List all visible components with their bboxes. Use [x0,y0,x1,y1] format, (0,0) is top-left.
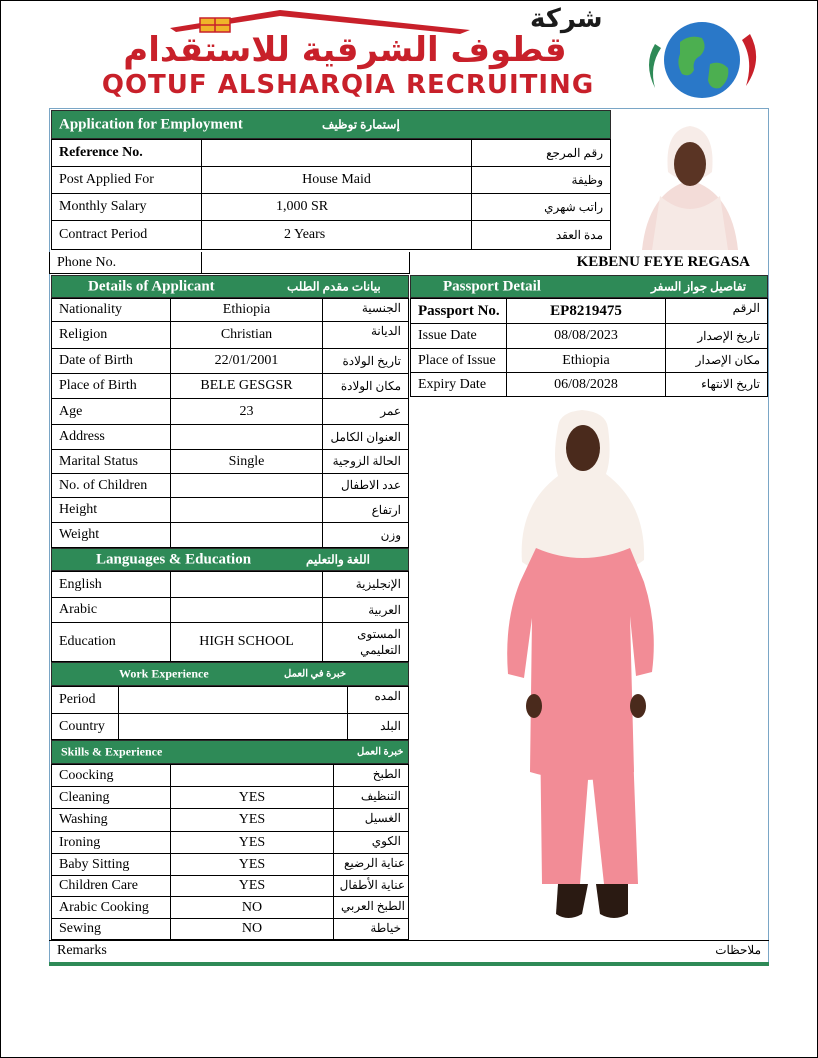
work-header [51,662,409,686]
phone-label: Phone No. [49,252,202,274]
skill-sewing-label: Sewing [51,918,171,940]
children-label-ar: عدد الاطفال [322,473,409,498]
skills-header-ar: خبرة العمل [357,746,404,758]
dob-label: Date of Birth [51,348,171,374]
skill-cleaning-label: Cleaning [51,786,171,809]
contract-value: 2 Years [201,220,472,250]
skill-arabic-cooking-label-ar: الطبخ العربي [333,896,409,919]
skill-children-care-label-ar: عناية الأطفال [333,875,409,897]
applicant-full-body-photo [410,398,768,938]
skills-header [51,740,409,764]
english-value [170,571,323,598]
salary-label: Monthly Salary [51,193,202,221]
phone-value [201,252,410,274]
remarks-label-ar: ملاحظات [715,943,761,957]
remarks-label: Remarks [57,943,107,958]
skill-ironing-value: YES [170,831,334,854]
skill-cooking-label: Coocking [51,764,171,787]
skill-ironing-label-ar: الكوي [333,831,409,854]
reference-label: Reference No. [51,139,202,167]
religion-label: Religion [51,321,171,349]
post-value: House Maid [201,166,472,194]
address-value [170,424,323,450]
religion-label-ar: الديانة [322,321,409,349]
remarks-bottom-bar [49,962,769,966]
religion-value: Christian [170,321,323,349]
reference-label-ar: رقم المرجع [471,139,611,167]
period-value [118,686,348,714]
arabic-label: Arabic [51,597,171,623]
skill-children-care-value: YES [170,875,334,897]
period-label: Period [51,686,119,714]
height-value [170,497,323,523]
form-title-ar: إستمارة توظيف [322,117,400,131]
weight-value [170,522,323,548]
skill-ironing-label: Ironing [51,831,171,854]
period-label-ar: المده [347,686,409,714]
remarks-row [49,940,769,962]
company-arabic-name: قطوف الشرقية للاستقدام [123,30,567,70]
form-title-bar [51,110,611,139]
expiry-date-value: 06/08/2028 [506,372,666,397]
issue-date-label: Issue Date [410,323,507,349]
arabic-value [170,597,323,623]
passport-no-label-ar: الرقم [665,298,768,324]
skill-sewing-label-ar: خياطة [333,918,409,940]
skill-washing-label: Washing [51,808,171,832]
place-of-issue-value: Ethiopia [506,348,666,373]
nationality-label: Nationality [51,298,171,322]
skill-washing-label-ar: الغسيل [333,808,409,832]
age-value: 23 [170,398,323,425]
post-label-ar: وظيفة [471,166,611,194]
issue-date-value: 08/08/2023 [506,323,666,349]
marital-value: Single [170,449,323,474]
dob-value: 22/01/2001 [170,348,323,374]
salary-value: 1,000 SR [201,193,472,221]
pob-label-ar: مكان الولادة [322,373,409,399]
education-label: Education [51,622,171,662]
skill-baby-sitting-label: Baby Sitting [51,853,171,876]
company-header [50,4,768,106]
reference-value [201,139,472,167]
place-of-issue-label: Place of Issue [410,348,507,373]
country-label: Country [51,713,119,740]
education-label-ar [322,622,409,662]
english-label: English [51,571,171,598]
applicant-name: KEBENU FEYE REGASA [576,254,750,270]
salary-label-ar: راتب شهري [471,193,611,221]
weight-label: Weight [51,522,171,548]
work-header-en: Work Experience [119,666,209,681]
issue-date-label-ar: تاريخ الإصدار [665,323,768,349]
country-value [118,713,348,740]
applicant-full-body-photo-icon [410,398,768,938]
weight-label-ar: وزن [322,522,409,548]
skill-cleaning-label-ar: التنظيف [333,786,409,809]
skill-baby-sitting-value: YES [170,853,334,876]
arabic-label-ar: العربية [322,597,409,623]
expiry-date-label-ar: تاريخ الانتهاء [665,372,768,397]
height-label: Height [51,497,171,523]
passport-no-value: EP8219475 [506,298,666,324]
skill-cooking-value [170,764,334,787]
age-label-ar: عمر [322,398,409,425]
age-label: Age [51,398,171,425]
english-label-ar: الإنجليزية [322,571,409,598]
skill-sewing-value: NO [170,918,334,940]
languages-header-en: Languages & Education [96,551,252,567]
dob-label-ar: تاريخ الولادة [322,348,409,374]
skill-cooking-label-ar: الطبخ [333,764,409,787]
skill-children-care-label: Children Care [51,875,171,897]
skill-arabic-cooking-label: Arabic Cooking [51,896,171,919]
marital-label: Marital Status [51,449,171,474]
country-label-ar: البلد [347,713,409,740]
skill-washing-value: YES [170,808,334,832]
details-header [51,275,409,298]
education-label-ar-line2: التعليمي [360,643,401,657]
children-label: No. of Children [51,473,171,498]
address-label-ar: العنوان الكامل [322,424,409,450]
passport-header-en: Passport Detail [443,278,541,294]
company-arabic-word: شركة [530,4,603,34]
height-label-ar: ارتفاع [322,497,409,523]
details-header-ar: بيانات مقدم الطلب [287,279,381,293]
nationality-value: Ethiopia [170,298,323,322]
passport-header-ar: تفاصيل جواز السفر [651,279,747,293]
education-value: HIGH SCHOOL [170,622,323,662]
company-english-name: QOTUF ALSHARQIA RECRUITING [101,70,595,100]
languages-header [51,548,409,571]
details-header-en: Details of Applicant [88,278,215,294]
globe-logo-icon [649,22,756,98]
applicant-photo [614,112,766,250]
contract-label: Contract Period [51,220,202,250]
passport-header [410,275,768,298]
children-value [170,473,323,498]
expiry-date-label: Expiry Date [410,372,507,397]
marital-label-ar: الحالة الزوجية [322,449,409,474]
place-of-issue-label-ar: مكان الإصدار [665,348,768,373]
post-label: Post Applied For [51,166,202,194]
passport-no-label: Passport No. [410,298,507,324]
nationality-label-ar: الجنسية [322,298,409,322]
pob-value: BELE GESGSR [170,373,323,399]
languages-header-ar: اللغة والتعليم [306,552,370,566]
education-label-ar-line1: المستوى [357,627,401,641]
address-label: Address [51,424,171,450]
skill-arabic-cooking-value: NO [170,896,334,919]
contract-label-ar: مدة العقد [471,220,611,250]
skill-cleaning-value: YES [170,786,334,809]
form-title-en: Application for Employment [59,116,243,132]
applicant-photo-icon [614,112,766,250]
work-header-ar: خبرة في العمل [284,668,347,680]
pob-label: Place of Birth [51,373,171,399]
skill-baby-sitting-label-ar: عناية الرضيع [333,853,409,876]
skills-header-en: Skills & Experience [61,744,163,759]
